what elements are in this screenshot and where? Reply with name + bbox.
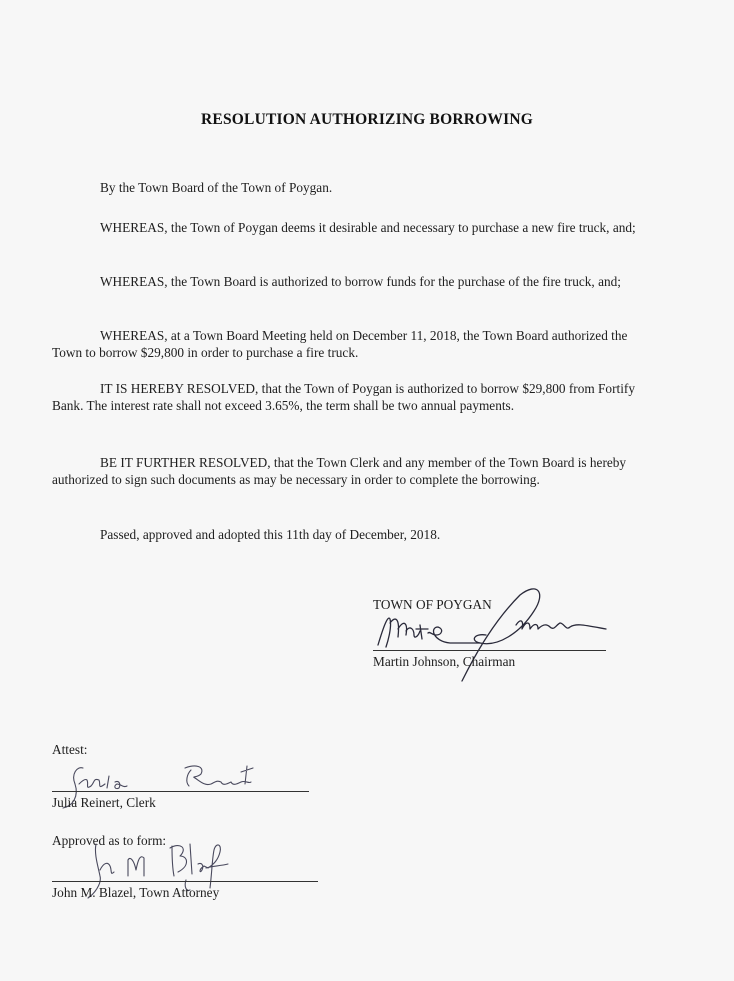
attorney-signature-line (52, 881, 318, 882)
chairman-signature-line (373, 650, 606, 651)
clerk-name: Julia Reinert, Clerk (52, 795, 156, 810)
passed-statement: Passed, approved and adopted this 11th day of December, 2018. (100, 527, 441, 542)
document-title: RESOLUTION AUTHORIZING BORROWING (201, 111, 533, 128)
intro-line: By the Town Board of the Town of Poygan. (100, 180, 333, 195)
chairman-name: Martin Johnson, Chairman (373, 654, 516, 669)
whereas-paragraph-2: WHEREAS, the Town Board is authorized to borrow funds for the purchase of the fire truck, and; (100, 274, 621, 289)
clerk-signature-line (52, 791, 309, 792)
approval-label: Approved as to form: (52, 833, 167, 848)
whereas-paragraph-3: WHEREAS, at a Town Board Meeting held on December 11, 2018, the Town Board authorized the Town to borrow $29,800 in order to purchase a fire truck. (52, 328, 628, 360)
resolved-paragraph: IT IS HEREBY RESOLVED, that the Town of Poygan is authorized to borrow $29,800 from Fortify Bank. The interest rate shall not exceed 3.65%, the term shall be two annual payments. (52, 381, 635, 413)
town-heading: TOWN OF POYGAN (373, 597, 492, 612)
whereas-paragraph-1: WHEREAS, the Town of Poygan deems it desirable and necessary to purchase a new fire truck, and; (100, 220, 636, 235)
attest-label: Attest: (52, 742, 88, 757)
clerk-signature-icon (55, 762, 285, 822)
attorney-name: John M. Blazel, Town Attorney (52, 885, 220, 900)
further-resolved-paragraph: BE IT FURTHER RESOLVED, that the Town Clerk and any member of the Town Board is hereby authorized to sign such documents as may be necessary in order to complete the borrowing. (52, 455, 627, 487)
